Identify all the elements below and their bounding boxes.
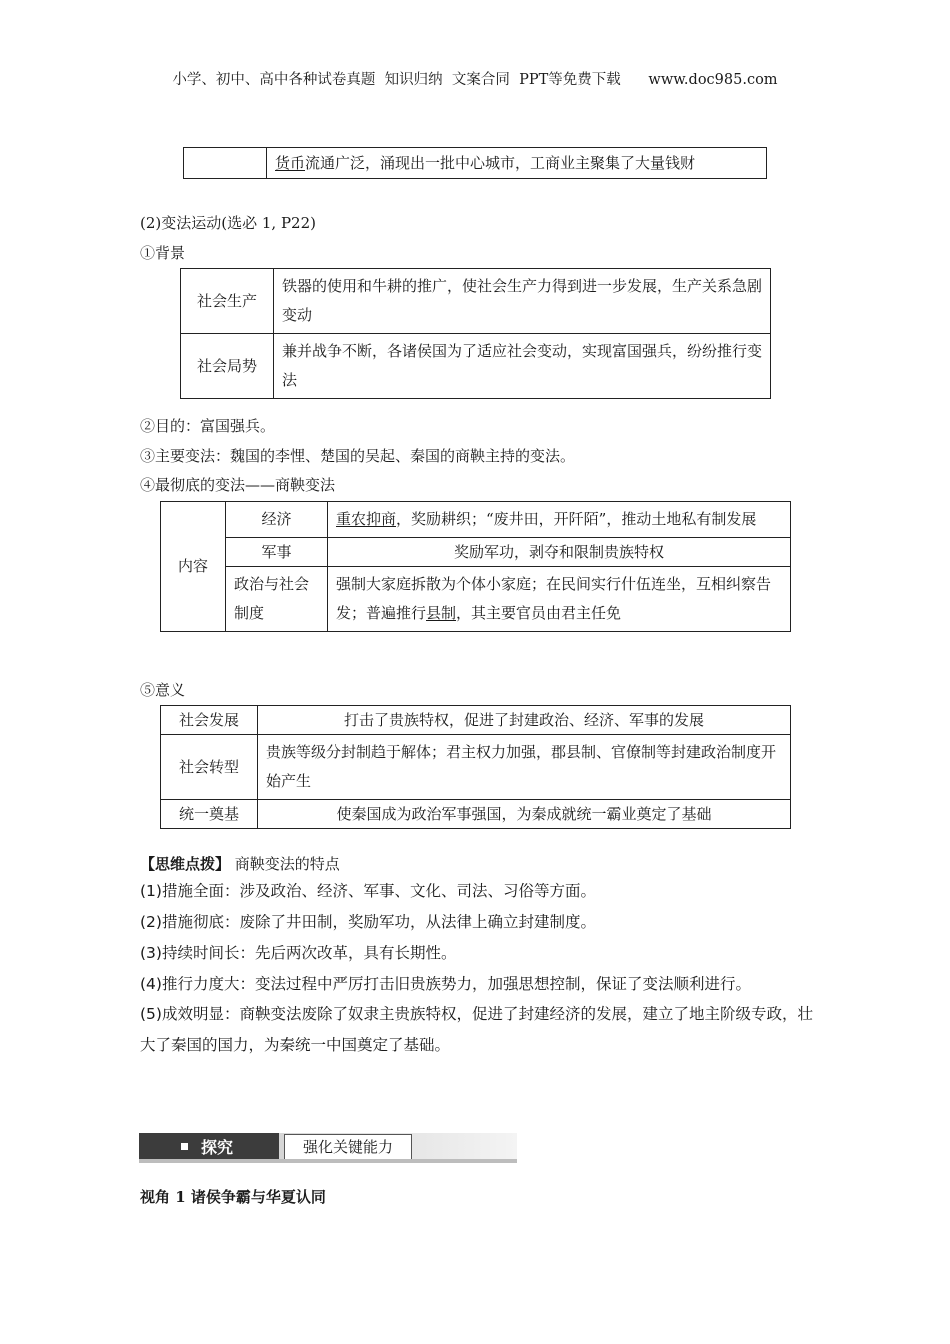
underlined-term: 货币: [275, 154, 306, 172]
cell-text: [267, 148, 767, 179]
mil-text: 奖励军功，剥夺和限制贵族特权: [328, 538, 791, 567]
background-table: [180, 268, 771, 399]
row-label: 社会发展: [161, 706, 258, 735]
pol-text: [328, 567, 791, 632]
thorough-reform-line: ④最彻底的变法——商鞅变法: [140, 476, 336, 494]
tips-heading-bracket: 【思维点拨】: [140, 855, 231, 873]
table-row: [161, 538, 791, 567]
pol-label: 政治与社会制度: [226, 567, 328, 632]
econ-rest: ，奖励耕织；“废井田，开阡陌”，推动土地私有制发展: [396, 510, 757, 528]
underlined-term: 县制: [426, 604, 457, 622]
row-label: 社会生产: [181, 269, 274, 334]
banner-dark: [139, 1133, 279, 1159]
cell-rest: 流通广泛，涌现出一批中心城市，工商业主聚集了大量钱财: [305, 154, 696, 172]
view-heading: 视角 1 诸侯争霸与华夏认同: [140, 1188, 326, 1206]
tips-heading-text: 商鞅变法的特点: [230, 855, 340, 873]
row-label: 社会局势: [181, 334, 274, 399]
significance-table: [160, 705, 791, 829]
empty-cell: [184, 148, 267, 179]
underlined-term: 重农抑商: [336, 510, 397, 528]
top-table: [183, 147, 767, 179]
tip-item-1: (1)措施全面：涉及政治、经济、军事、文化、司法、习俗等方面。: [140, 882, 596, 900]
shang-yang-content-table: [160, 501, 791, 632]
pol-b: ，其主要官员由君主任免: [456, 604, 622, 622]
table-row: [161, 502, 791, 538]
banner-dark-label: 探究: [201, 1138, 234, 1157]
pol-a: 强制大家庭拆散为个体小家庭；在民间实行什伍连坐，互相纠察告发；普遍推行: [336, 575, 772, 622]
econ-text: [328, 502, 791, 538]
tip-item-5: (5)成效明显：商鞅变法废除了奴隶主贵族特权，促进了封建经济的发展，建立了地主阶级专政，壮大了秦国的国力，为秦统一中国奠定了基础。: [140, 1005, 813, 1054]
purpose-line: ②目的：富国强兵。: [140, 417, 276, 435]
main-reforms-line: ③主要变法：魏国的李悝、楚国的吴起、秦国的商鞅主持的变法。: [140, 447, 576, 465]
mil-label: 军事: [226, 538, 328, 567]
tip-item-3: (3)持续时间长：先后两次改革，具有长期性。: [140, 944, 457, 962]
table-row: [181, 269, 771, 334]
row-text: 贵族等级分封制趋于解体；君主权力加强，郡县制、官僚制等封建政治制度开始产生: [258, 735, 791, 800]
row-text: 使秦国成为政治军事强国，为秦成就统一霸业奠定了基础: [258, 800, 791, 829]
table-row: [161, 706, 791, 735]
tip-item-4: (4)推行力度大：变法过程中严厉打击旧贵族势力，加强思想控制，保证了变法顺利进行。: [140, 975, 751, 993]
row-text: 铁器的使用和牛耕的推广，使社会生产力得到进一步发展，生产关系急剧变动: [274, 269, 771, 334]
banner-bar: [139, 1159, 517, 1163]
row-label: 社会转型: [161, 735, 258, 800]
row-label: 统一奠基: [161, 800, 258, 829]
row-text: 打击了贵族特权，促进了封建政治、经济、军事的发展: [258, 706, 791, 735]
significance-label: ⑤意义: [140, 681, 186, 699]
section-title: (2)变法运动(选必 1, P22): [140, 214, 316, 232]
table-row: [184, 148, 767, 179]
content-label: 内容: [161, 502, 226, 632]
square-icon: [181, 1143, 188, 1150]
table-row: [161, 567, 791, 632]
background-label: ①背景: [140, 244, 186, 262]
row-text: 兼并战争不断，各诸侯国为了适应社会变动，实现富国强兵，纷纷推行变法: [274, 334, 771, 399]
tip-item-2: (2)措施彻底：废除了井田制，奖励军功，从法律上确立封建制度。: [140, 913, 596, 931]
table-row: [161, 735, 791, 800]
econ-label: 经济: [226, 502, 328, 538]
table-row: [161, 800, 791, 829]
tips-heading: [140, 853, 340, 874]
table-row: [181, 334, 771, 399]
section-banner: [139, 1133, 517, 1163]
banner-box-label: 强化关键能力: [284, 1134, 412, 1160]
page-header: 小学、初中、高中各种试卷真题 知识归纳 文案合同 PPT等免费下载 www.doc985.com: [172, 72, 778, 88]
